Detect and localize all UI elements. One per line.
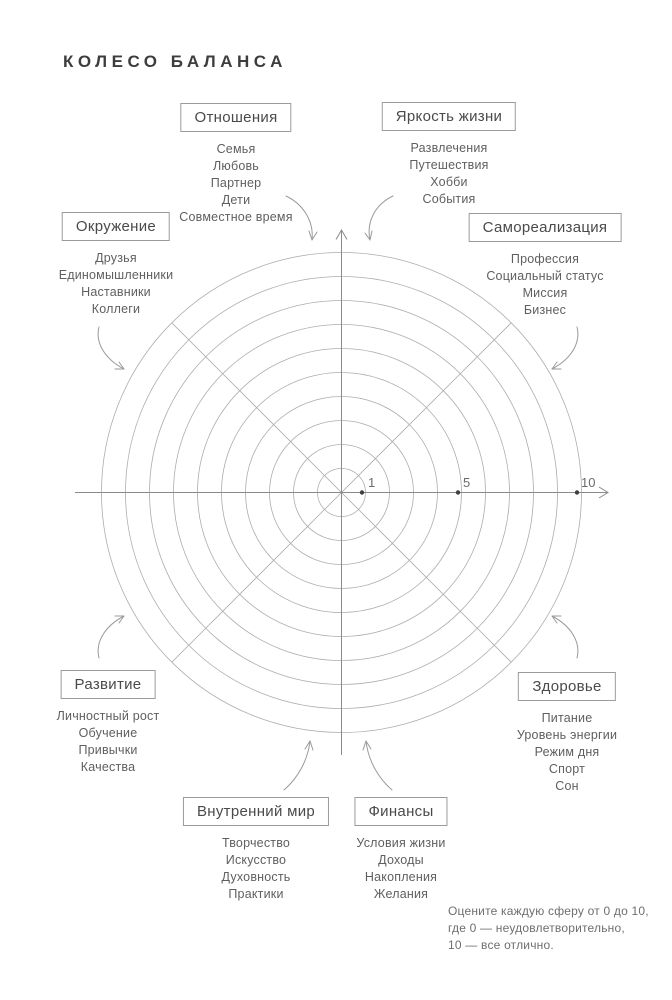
list-item: Питание	[541, 711, 593, 725]
category-relationships-items	[179, 141, 292, 226]
category-inner-world-items	[183, 835, 329, 903]
list-item: Сон	[555, 779, 579, 793]
list-item: Творчество	[221, 836, 291, 850]
arrow-health	[552, 616, 578, 658]
category-health-label: Здоровье	[518, 672, 615, 701]
category-self-realization-label: Самореализация	[469, 213, 622, 242]
arrow-self-realization	[552, 327, 578, 369]
category-finances	[354, 797, 447, 903]
list-item: Социальный статус	[486, 269, 604, 283]
scale-label-1: 1	[368, 475, 376, 490]
list-item: Любовь	[212, 159, 260, 173]
list-item: Единомышленники	[58, 268, 174, 282]
list-item: Доходы	[378, 853, 424, 867]
list-item: Духовность	[221, 870, 291, 884]
category-life-brightness-label: Яркость жизни	[382, 102, 516, 131]
list-item: Наставники	[81, 285, 151, 299]
category-finances-label: Финансы	[354, 797, 447, 826]
list-item: Совместное время	[179, 210, 293, 224]
category-life-brightness	[382, 102, 516, 208]
list-item: Качества	[80, 760, 136, 774]
list-item: Желания	[373, 887, 429, 901]
category-development-items	[57, 708, 160, 776]
category-inner-world-label: Внутренний мир	[183, 797, 329, 826]
list-item: Коллеги	[91, 302, 141, 316]
list-item: Путешествия	[409, 158, 489, 172]
scale-dot-1	[360, 490, 364, 494]
scale-dot-5	[456, 490, 460, 494]
list-item: Обучение	[78, 726, 138, 740]
list-item: Бизнес	[523, 303, 567, 317]
category-health-items	[517, 710, 617, 795]
list-item: Искусство	[225, 853, 287, 867]
instruction-note-line: где 0 — неудовлетворительно,	[448, 921, 625, 935]
category-development-label: Развитие	[61, 670, 156, 699]
category-relationships	[179, 103, 292, 226]
list-item: Друзья	[95, 251, 137, 265]
scale-label-5: 5	[463, 475, 471, 490]
scale-label-10: 10	[581, 475, 596, 490]
category-life-brightness-items	[382, 140, 516, 208]
arrow-finances	[363, 741, 392, 790]
list-item: Миссия	[522, 286, 568, 300]
list-item: Хобби	[430, 175, 468, 189]
instruction-note	[448, 903, 649, 954]
scale-dot-10	[575, 490, 579, 494]
list-item: Уровень энергии	[516, 728, 618, 742]
list-item: Семья	[216, 142, 256, 156]
list-item: Развлечения	[410, 141, 488, 155]
category-self-realization	[469, 213, 622, 319]
page-title: КОЛЕСО БАЛАНСА	[63, 52, 287, 71]
arrow-inner-world	[284, 741, 313, 790]
category-health	[517, 672, 617, 795]
list-item: Привычки	[78, 743, 138, 757]
list-item: Дети	[221, 193, 251, 207]
list-item: Личностный рост	[56, 709, 160, 723]
category-self-realization-items	[469, 251, 622, 319]
category-environment-label: Окружение	[62, 212, 170, 241]
arrow-environment	[98, 327, 124, 369]
list-item: Режим дня	[534, 745, 600, 759]
list-item: Профессия	[510, 252, 580, 266]
category-inner-world	[183, 797, 329, 903]
category-development	[57, 670, 160, 776]
list-item: Спорт	[548, 762, 586, 776]
category-environment-items	[59, 250, 174, 318]
category-relationships-label: Отношения	[180, 103, 291, 132]
arrow-development	[98, 616, 124, 658]
category-finances-items	[354, 835, 447, 903]
list-item: Партнер	[210, 176, 262, 190]
instruction-note-line: Оцените каждую сферу от 0 до 10,	[448, 904, 649, 918]
category-environment	[59, 212, 174, 318]
list-item: Условия жизни	[356, 836, 446, 850]
list-item: События	[422, 192, 476, 206]
instruction-note-line: 10 — все отлично.	[448, 938, 554, 952]
list-item: Накопления	[364, 870, 438, 884]
list-item: Практики	[228, 887, 284, 901]
